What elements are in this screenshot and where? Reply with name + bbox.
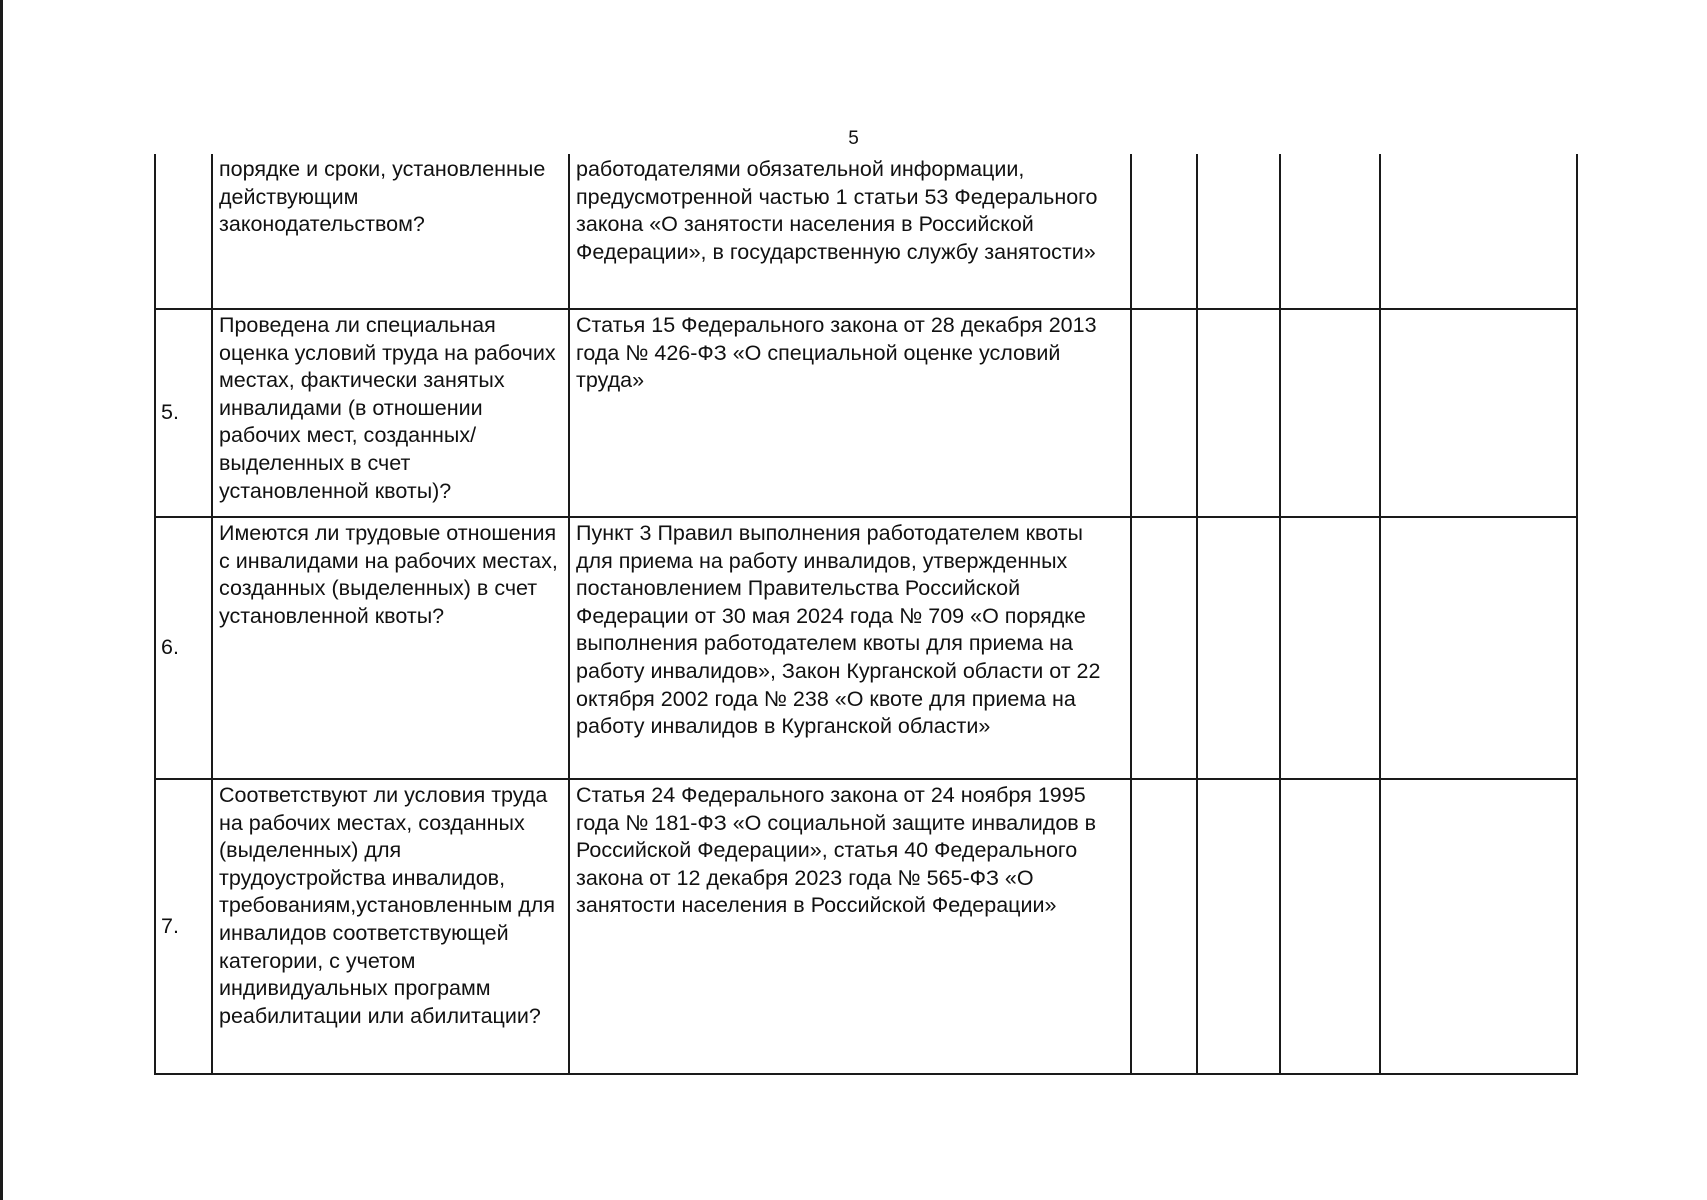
answer-no-cell [1197, 517, 1280, 779]
table-row [155, 154, 1577, 309]
answer-no-cell [1197, 779, 1280, 1074]
note-cell [1380, 154, 1577, 309]
question-cell: Проведена ли специальная оценка условий труда на рабочих местах, фактически занятых инвалидами (в отношении рабочих мест, созданных/выделенных в счет установленной квоты)? [212, 309, 569, 517]
row-number [155, 154, 212, 309]
table-row [155, 517, 1577, 779]
note-cell [1380, 779, 1577, 1074]
checklist-table [154, 154, 1578, 1075]
answer-yes-cell [1131, 309, 1197, 517]
answer-yes-cell [1131, 779, 1197, 1074]
answer-yes-cell [1131, 154, 1197, 309]
legal-basis-cell: работодателями обязательной информации, предусмотренной частью 1 статьи 53 Федерального закона «О занятости населения в Российской Федерации», в государственную службу занятости» [569, 154, 1131, 309]
answer-no-cell [1197, 154, 1280, 309]
question-cell: Имеются ли трудовые отношения с инвалидами на рабочих местах, созданных (выделенных) в счет установленной квоты? [212, 517, 569, 779]
row-number: 5. [155, 309, 212, 517]
table-row [155, 779, 1577, 1074]
note-cell [1380, 517, 1577, 779]
page-number: 5 [848, 128, 859, 149]
legal-basis-cell: Пункт 3 Правил выполнения работодателем квоты для приема на работу инвалидов, утвержденных постановлением Правительства Российской Федерации от 30 мая 2024 года № 709 «О порядке выполнения работодателем квоты для приема на работу инвалидов», Закон Курганской области от 22 октября 2002 года № 238 «О квоте для приема на работу инвалидов в Курганской области» [569, 517, 1131, 779]
question-cell: порядке и сроки, установленные действующим законодательством? [212, 154, 569, 309]
answer-not-applicable-cell [1280, 309, 1380, 517]
answer-not-applicable-cell [1280, 517, 1380, 779]
legal-basis-cell: Статья 24 Федерального закона от 24 ноября 1995 года № 181-ФЗ «О социальной защите инвалидов в Российской Федерации», статья 40 Федерального закона от 12 декабря 2023 года № 565-ФЗ «О занятости населения в Российской Федерации» [569, 779, 1131, 1074]
note-cell [1380, 309, 1577, 517]
answer-yes-cell [1131, 517, 1197, 779]
answer-no-cell [1197, 309, 1280, 517]
legal-basis-cell: Статья 15 Федерального закона от 28 декабря 2013 года № 426-ФЗ «О специальной оценке условий труда» [569, 309, 1131, 517]
row-number: 7. [155, 779, 212, 1074]
question-cell: Соответствуют ли условия труда на рабочих местах, созданных (выделенных) для трудоустройства инвалидов, требованиям,установленным для инвалидов соответствующей категории, с учетом индивидуальных программ реабилитации или абилитации? [212, 779, 569, 1074]
answer-not-applicable-cell [1280, 154, 1380, 309]
row-number: 6. [155, 517, 212, 779]
table-row [155, 309, 1577, 517]
answer-not-applicable-cell [1280, 779, 1380, 1074]
scan-left-edge [0, 0, 3, 1200]
